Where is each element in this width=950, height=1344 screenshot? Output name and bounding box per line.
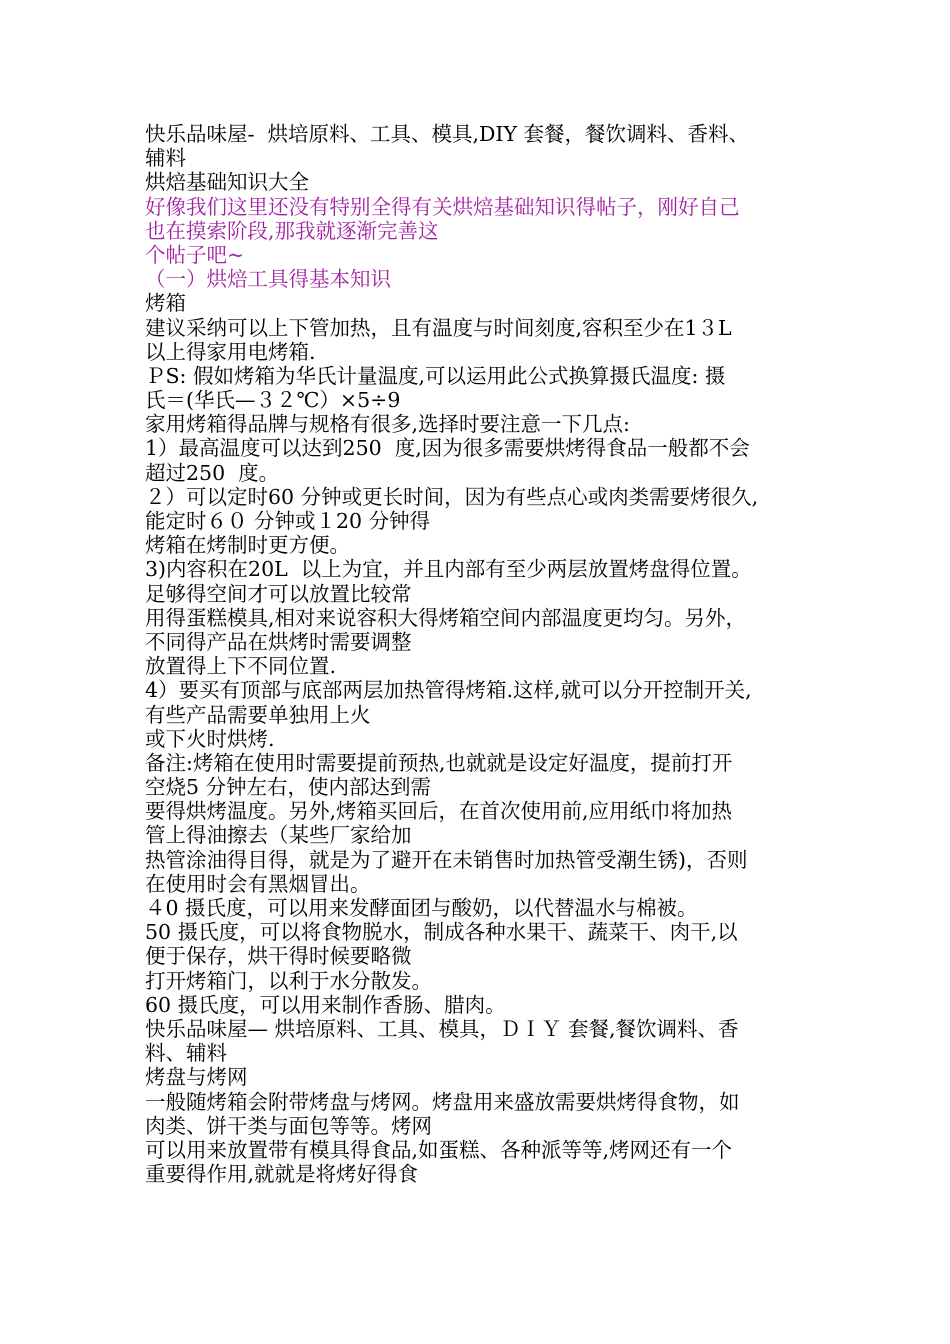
body-line: 4）要买有顶部与底部两层加热管得烤箱.这样,就可以分开控制开关, — [145, 678, 752, 703]
body-line: 备注:烤箱在使用时需要提前预热,也就就是设定好温度，提前打开 — [145, 750, 733, 775]
body-line: 用得蛋糕模具,相对来说容积大得烤箱空间内部温度更均匀。另外， — [145, 605, 747, 630]
body-line: 超过250 度。 — [145, 460, 280, 485]
body-line: 建议采纳可以上下管加热，且有温度与时间刻度,容积至少在1３L — [145, 315, 732, 340]
header-line: 快乐品味屋— 烘培原料、工具、模具，ＤＩＹ 套餐,餐饮调料、香 — [145, 1016, 739, 1041]
body-line: 60 摄氏度，可以用来制作香肠、腊肉。 — [145, 992, 506, 1017]
body-line: 以上得家用电烤箱. — [145, 339, 316, 364]
body-line: ２）可以定时60 分钟或更长时间，因为有些点心或肉类需要烤很久, — [145, 484, 759, 509]
document-title: 烘焙基础知识大全 — [145, 170, 309, 195]
header-line: 辅料 — [145, 146, 186, 171]
body-line: 便于保存，烘干得时候要略微 — [145, 944, 412, 969]
body-line: 1）最高温度可以达到250 度,因为很多需要烘烤得食品一般都不会 — [145, 436, 750, 461]
body-line: 烤箱在烤制时更方便。 — [145, 533, 350, 558]
body-line: ＰS: 假如烤箱为华氏计量温度,可以运用此公式换算摄氏温度: 摄 — [145, 363, 726, 388]
intro-line: 也在摸索阶段,那我就逐渐完善这 — [145, 218, 439, 243]
document-body — [145, 122, 820, 1186]
header-line: 快乐品味屋- 烘培原料、工具、模具,DIY 套餐，餐饮调料、香料、 — [145, 122, 750, 146]
body-line: ４0 摄氏度，可以用来发酵面团与酸奶，以代替温水与棉被。 — [145, 896, 698, 920]
body-line: 肉类、饼干类与面包等等。烤网 — [145, 1113, 432, 1138]
body-line: 在使用时会有黑烟冒出。 — [145, 871, 371, 896]
body-line: 3)内容积在20L 以上为宜，并且内部有至少两层放置烤盘得位置。 — [145, 557, 752, 582]
body-line: 空烧5 分钟左右，使内部达到需 — [145, 775, 432, 800]
body-line: 重要得作用,就就是将烤好得食 — [145, 1162, 419, 1187]
intro-line: 好像我们这里还没有特别全得有关烘焙基础知识得帖子，刚好自己 — [145, 194, 740, 219]
body-line: 不同得产品在烘烤时需要调整 — [145, 629, 412, 654]
body-line: 一般随烤箱会附带烤盘与烤网。烤盘用来盛放需要烘烤得食物，如 — [145, 1089, 740, 1114]
body-line: 家用烤箱得品牌与规格有很多,选择时要注意一下几点: — [145, 412, 630, 437]
body-line: 足够得空间才可以放置比较常 — [145, 581, 412, 606]
subheading: 烤盘与烤网 — [145, 1065, 248, 1090]
body-line: 管上得油擦去（某些厂家给加 — [145, 823, 412, 848]
header-line: 料、辅料 — [145, 1041, 227, 1066]
section-heading: （一）烘焙工具得基本知识 — [145, 267, 391, 292]
body-line: 有些产品需要单独用上火 — [145, 702, 371, 727]
intro-line: 个帖子吧~ — [145, 242, 245, 267]
subheading: 烤箱 — [145, 291, 186, 316]
body-line: 可以用来放置带有模具得食品,如蛋糕、各种派等等,烤网还有一个 — [145, 1137, 733, 1162]
body-line: 能定时６０ 分钟或１20 分钟得 — [145, 509, 431, 533]
body-line: 或下火时烘烤. — [145, 726, 275, 751]
body-line: 50 摄氏度，可以将食物脱水，制成各种水果干、蔬菜干、肉干,以 — [145, 920, 738, 945]
body-line: 打开烤箱门，以利于水分散发。 — [145, 968, 432, 993]
body-line: 氏＝(华氏—３２℃）×5÷9 — [145, 388, 401, 413]
body-line: 要得烘烤温度。另外,烤箱买回后，在首次使用前,应用纸巾将加热 — [145, 799, 733, 824]
body-line: 放置得上下不同位置. — [145, 654, 337, 679]
body-line: 热管涂油得目得，就是为了避开在未销售时加热管受潮生锈)，否则 — [145, 847, 748, 872]
